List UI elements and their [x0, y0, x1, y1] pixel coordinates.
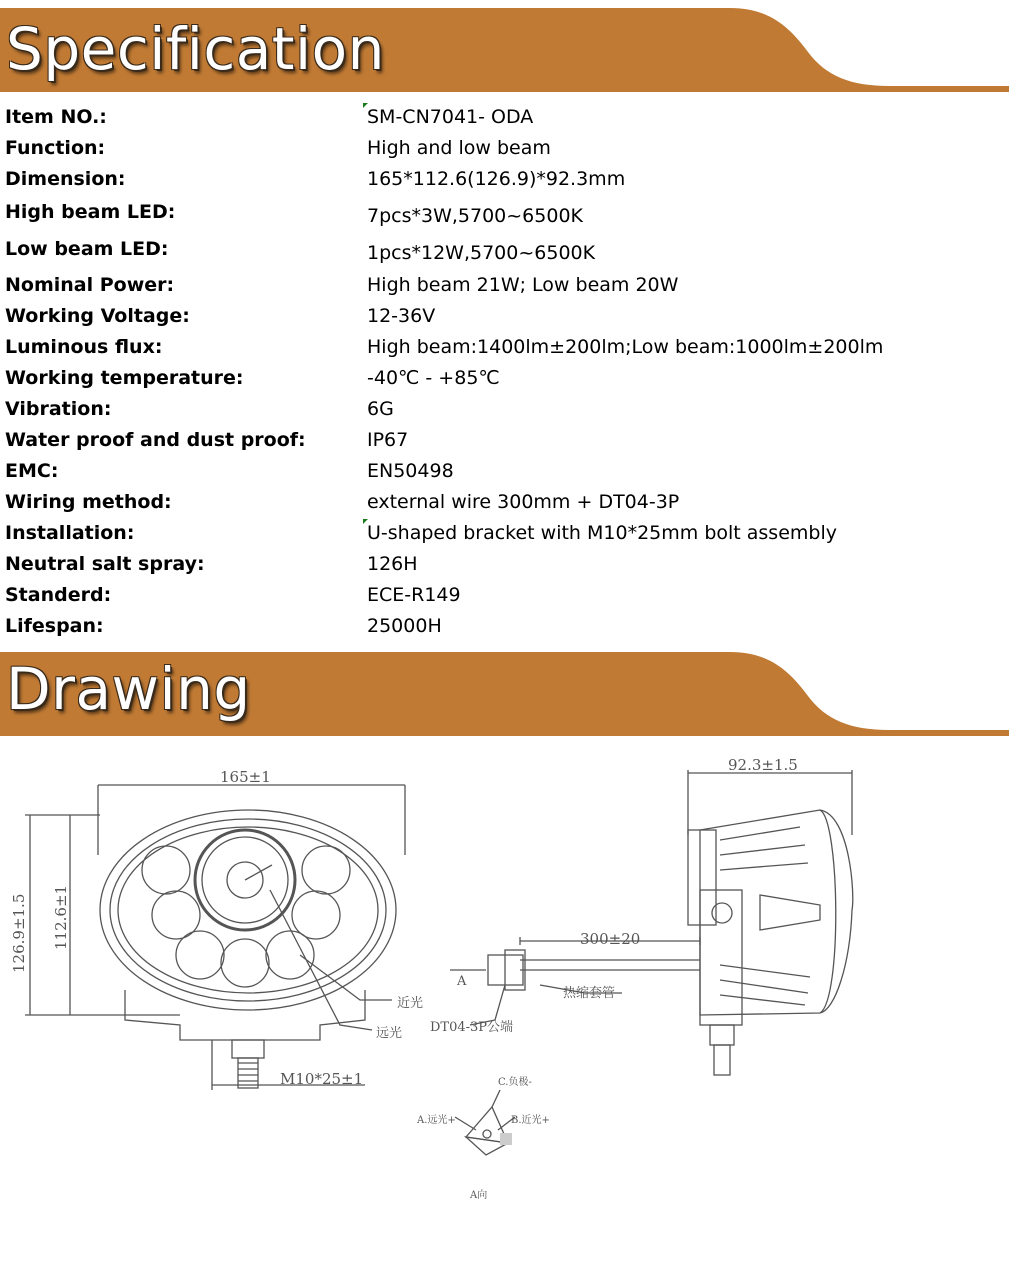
- spec-row: [5, 615, 1005, 646]
- low-beam-label: 近光: [397, 996, 424, 1011]
- spec-label: Working Voltage:: [5, 305, 190, 327]
- high-beam-led: [302, 846, 350, 894]
- spec-row: [5, 429, 1005, 460]
- heat-shrink-label: 热缩套管: [563, 986, 616, 1001]
- comment-marker: [363, 103, 368, 108]
- spec-row: [5, 336, 1005, 367]
- spec-value: EN50498: [367, 460, 454, 482]
- bolt-head: [232, 1040, 264, 1058]
- lamp-outer-oval: [100, 810, 396, 1010]
- spec-label: Function:: [5, 137, 106, 159]
- spec-row: [5, 367, 1005, 398]
- high-beam-led: [266, 931, 314, 979]
- view-caption: A向: [470, 1190, 488, 1201]
- spec-value: U-shaped bracket with M10*25mm bolt assembly: [367, 522, 837, 544]
- drawing-banner: [0, 652, 1009, 736]
- spec-value: 12-36V: [367, 305, 436, 327]
- pin-highlight: [500, 1133, 512, 1145]
- spec-row: [5, 137, 1005, 168]
- wire-dim-label: 300±20: [580, 930, 641, 948]
- spec-row: [5, 238, 1005, 269]
- spec-value: IP67: [367, 429, 409, 451]
- spec-row: [5, 522, 1005, 553]
- wire-harness: [520, 960, 700, 970]
- spec-value: 7pcs*3W,5700~6500K: [367, 205, 583, 227]
- pin-b-label: B.近光+: [511, 1115, 550, 1126]
- high-beam-led: [221, 939, 269, 987]
- spec-row: [5, 553, 1005, 584]
- spec-label: Working temperature:: [5, 367, 244, 389]
- spec-row: [5, 584, 1005, 615]
- spec-value: SM-CN7041- ODA: [367, 106, 534, 128]
- comment-marker: [363, 519, 368, 524]
- side-bolt: [714, 1045, 730, 1075]
- pin-c-label: C.负极-: [498, 1077, 532, 1088]
- spec-row: [5, 305, 1005, 336]
- spec-label: Wiring method:: [5, 491, 172, 513]
- low-beam-leader: [300, 955, 392, 1000]
- side-housing: [700, 810, 853, 1015]
- spec-value: -40℃ - +85℃: [367, 367, 500, 389]
- pin-a-label: A.远光+: [417, 1115, 456, 1126]
- spec-value: High beam:1400lm±200lm;Low beam:1000lm±200lm: [367, 336, 884, 358]
- spec-label: Standerd:: [5, 584, 112, 606]
- specification-title: Specification: [6, 15, 385, 83]
- technical-drawing: [0, 745, 1009, 1219]
- spec-label: Luminous flux:: [5, 336, 163, 358]
- high-beam-led: [142, 846, 190, 894]
- spec-label: High beam LED:: [5, 201, 176, 223]
- spec-value: 126H: [367, 553, 418, 575]
- bolt-dim-label: M10*25±1: [280, 1070, 364, 1088]
- spec-value: ECE-R149: [367, 584, 461, 606]
- spec-label: Low beam LED:: [5, 238, 169, 260]
- high-beam-led: [176, 931, 224, 979]
- spec-label: Installation:: [5, 522, 135, 544]
- high-beam-led: [292, 891, 340, 939]
- side-bracket: [700, 890, 742, 1025]
- high-beam-label: 远光: [376, 1026, 403, 1041]
- depth-dim-label: 92.3±1.5: [728, 756, 798, 774]
- connector-label: DT04-3P公端: [430, 1020, 514, 1035]
- drawing-svg: [0, 745, 1009, 1215]
- view-marker-label: A: [457, 974, 467, 989]
- spec-label: Nominal Power:: [5, 274, 175, 296]
- spec-label: Neutral salt spray:: [5, 553, 205, 575]
- spec-value: 25000H: [367, 615, 442, 637]
- spec-label: Item NO.:: [5, 106, 107, 128]
- spec-value: 165*112.6(126.9)*92.3mm: [367, 168, 626, 190]
- spec-value: 1pcs*12W,5700~6500K: [367, 242, 596, 264]
- spec-row: [5, 106, 1005, 137]
- inner-height-dim-label: 112.6±1: [52, 884, 70, 950]
- spec-label: Dimension:: [5, 168, 126, 190]
- spec-label: Water proof and dust proof:: [5, 429, 306, 451]
- spec-label: Vibration:: [5, 398, 112, 420]
- spec-row: [5, 398, 1005, 429]
- spec-label: EMC:: [5, 460, 59, 482]
- specification-banner: [0, 8, 1009, 92]
- width-dim-label: 165±1: [220, 768, 271, 786]
- spec-value: external wire 300mm + DT04-3P: [367, 491, 680, 513]
- spec-value: 6G: [367, 398, 394, 420]
- spec-row: [5, 460, 1005, 491]
- spec-row: [5, 491, 1005, 522]
- spec-row: [5, 201, 1005, 232]
- spec-value: High beam 21W; Low beam 20W: [367, 274, 679, 296]
- drawing-title: Drawing: [6, 655, 251, 723]
- spec-row: [5, 168, 1005, 199]
- outer-height-dim-label: 126.9±1.5: [10, 893, 28, 973]
- spec-label: Lifespan:: [5, 615, 104, 637]
- spec-value: High and low beam: [367, 137, 551, 159]
- spec-row: [5, 274, 1005, 305]
